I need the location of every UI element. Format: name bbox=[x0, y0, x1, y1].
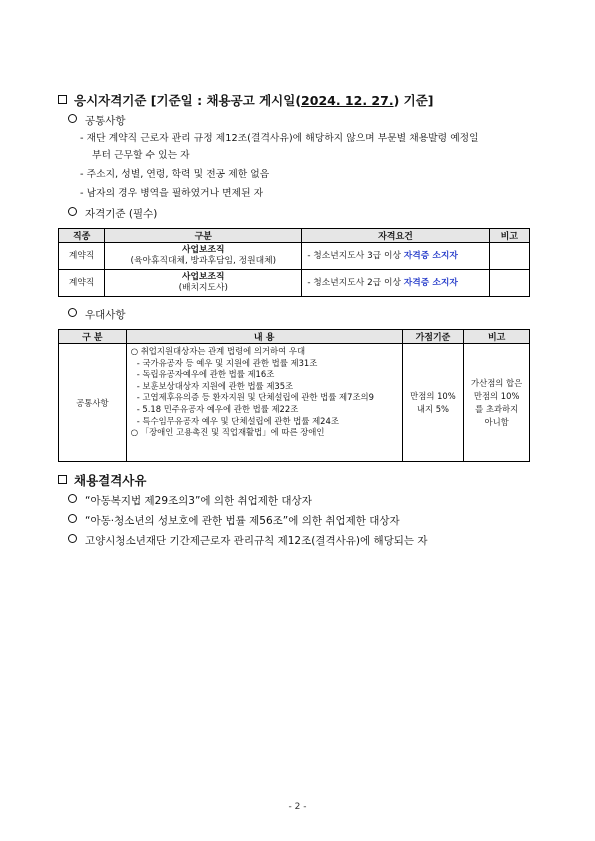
section2-heading: 채용결격사유 bbox=[58, 471, 146, 489]
note-cell bbox=[489, 243, 529, 270]
list-item: ○ 「장애인 고용촉진 및 직업재활법」에 따른 장애인 bbox=[130, 427, 325, 438]
note-cell: 가산점의 합은 만점의 10%를 초과하지 아니함 bbox=[464, 344, 530, 462]
list-item: - 재단 계약직 근로자 관리 규정 제12조(결격사유)에 해당하지 않으며 부문별 채용발령 예정일 bbox=[80, 133, 479, 144]
column-header: 비고 bbox=[489, 229, 529, 243]
requirement-cell: - 청소년지도사 2급 이상 자격증 소지자 bbox=[302, 270, 489, 297]
circle-bullet-icon bbox=[68, 308, 77, 317]
note-cell bbox=[489, 270, 529, 297]
job-type-cell: 계약직 bbox=[59, 243, 105, 270]
table-row bbox=[59, 243, 530, 270]
square-bullet-icon bbox=[58, 95, 67, 104]
list-item: “아동복지법 제29조의3”에 의한 취업제한 대상자 bbox=[68, 491, 428, 511]
list-item: - 보훈보상대상자 지원에 관한 법률 제35조 bbox=[136, 380, 294, 391]
column-header: 가점기준 bbox=[402, 330, 464, 344]
common-list bbox=[80, 130, 550, 202]
list-item: 부터 근무할 수 있는 자 bbox=[92, 150, 190, 161]
section1-heading bbox=[58, 91, 434, 109]
circle-bullet-icon bbox=[68, 534, 77, 543]
page-number: - 2 - bbox=[288, 802, 307, 812]
column-header: 직종 bbox=[59, 229, 105, 243]
column-header: 구분 bbox=[105, 229, 302, 243]
list-item: - 5.18 민주유공자 예우에 관한 법률 제22조 bbox=[136, 403, 299, 414]
list-item: “아동·청소년의 성보호에 관한 법률 제56조”에 의한 취업제한 대상자 bbox=[68, 511, 428, 531]
requirement-cell: - 청소년지도사 3급 이상 자격증 소지자 bbox=[302, 243, 489, 270]
list-item: - 특수임무유공자 예우 및 단체설립에 관한 법률 제24조 bbox=[136, 415, 339, 426]
qualification-table bbox=[58, 228, 530, 297]
table-header-row bbox=[59, 229, 530, 243]
list-item: - 고엽제후유의증 등 환자지원 및 단체설립에 관한 법률 제7조의9 bbox=[136, 392, 374, 403]
column-header: 내 용 bbox=[126, 330, 402, 344]
circle-bullet-icon bbox=[68, 494, 77, 503]
common-heading: 공통사항 bbox=[68, 113, 126, 128]
circle-bullet-icon bbox=[68, 514, 77, 523]
list-item: - 주소지, 성별, 연령, 학력 및 전공 제한 없음 bbox=[80, 169, 270, 180]
table-row bbox=[59, 270, 530, 297]
preference-heading: 우대사항 bbox=[68, 307, 126, 322]
section1-title-suffix: ) 기준] bbox=[393, 93, 434, 108]
section1-title-prefix: 응시자격기준 [기준일 : 채용공고 게시일( bbox=[74, 93, 302, 108]
table-row bbox=[59, 344, 530, 462]
circle-bullet-icon bbox=[68, 114, 77, 123]
category-cell: 사업보조직 (배치지도사) bbox=[105, 270, 302, 297]
column-header: 비고 bbox=[464, 330, 530, 344]
row-label-cell: 공통사항 bbox=[59, 344, 127, 462]
list-item: - 남자의 경우 병역을 필하였거나 면제된 자 bbox=[80, 188, 264, 199]
qualification-heading: 자격기준 (필수) bbox=[68, 206, 157, 221]
job-type-cell: 계약직 bbox=[59, 270, 105, 297]
column-header: 구 분 bbox=[59, 330, 127, 344]
list-item: - 독립유공자예우에 관한 법률 제16조 bbox=[136, 369, 275, 380]
list-item: ○ 취업지원대상자는 관계 법령에 의거하여 우대 bbox=[130, 346, 306, 356]
preference-content-cell bbox=[126, 344, 402, 462]
category-cell: 사업보조직 (육아휴직대체, 방과후담임, 정원대체) bbox=[105, 243, 302, 270]
list-item: 고양시청소년재단 기간제근로자 관리규칙 제12조(결격사유)에 해당되는 자 bbox=[68, 531, 428, 551]
square-bullet-icon bbox=[58, 475, 67, 484]
preference-table bbox=[58, 329, 530, 462]
circle-bullet-icon bbox=[68, 207, 77, 216]
points-cell: 만점의 10% 내지 5% bbox=[402, 344, 464, 462]
column-header: 자격요건 bbox=[302, 229, 489, 243]
table-header-row bbox=[59, 330, 530, 344]
section2-list bbox=[68, 491, 428, 551]
list-item: - 국가유공자 등 예우 및 지원에 관한 법률 제31조 bbox=[136, 357, 318, 368]
section1-title-date: 2024. 12. 27. bbox=[301, 93, 394, 108]
